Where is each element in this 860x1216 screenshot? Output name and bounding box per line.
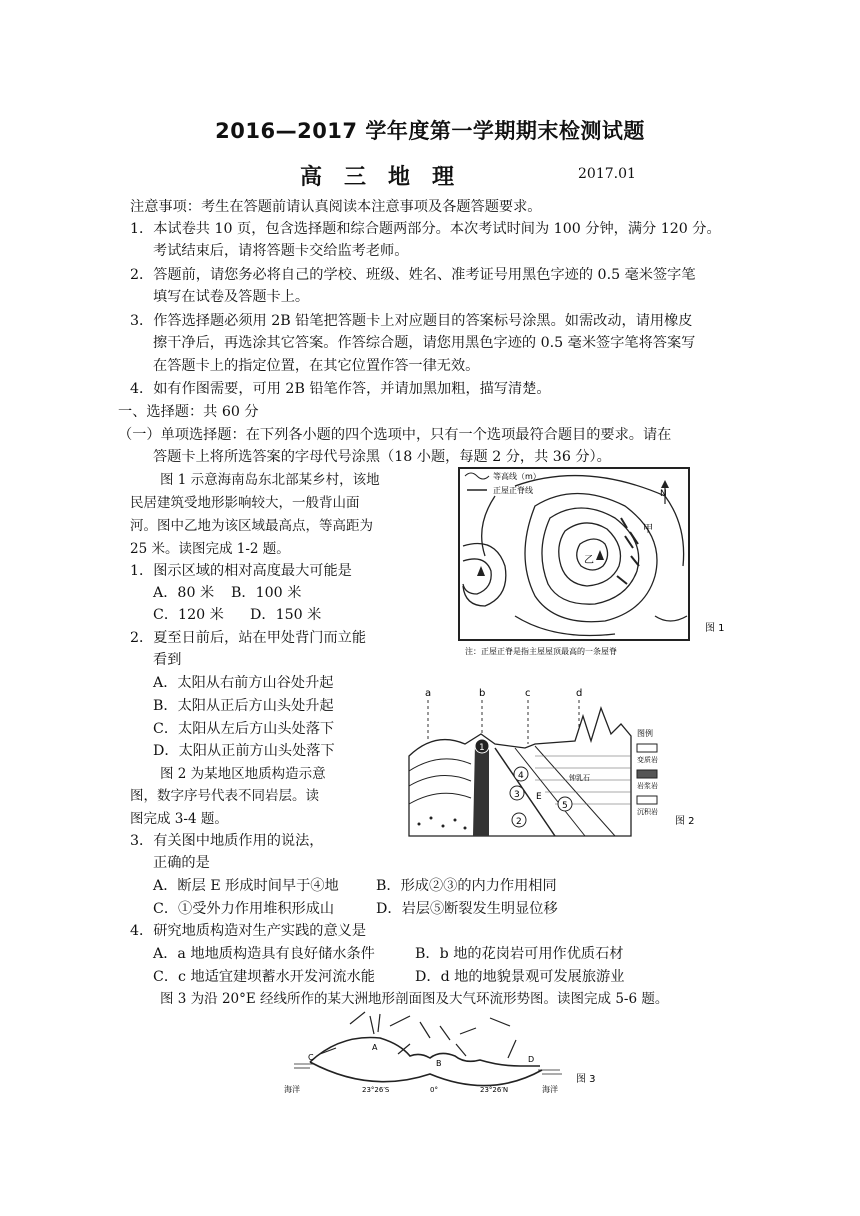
limestone-label: 钟乳石 — [569, 774, 590, 782]
q2-option-d: D．太阳从正前方山头处落下 — [153, 743, 335, 759]
figure-1-note: 注：正屋正脊是指主屋屋顶最高的一条屋脊 — [465, 647, 617, 656]
legend-ridge-label: 正屋正脊线 — [493, 486, 533, 495]
legend-sedimentary: 沉积岩 — [637, 808, 658, 816]
q2-option-a: A．太阳从右前方山谷处升起 — [153, 675, 334, 691]
q2-option-c: C．太阳从左后方山头处落下 — [153, 721, 335, 737]
figure-1-contour-map — [455, 466, 755, 662]
exam-date: 2017.01 — [578, 166, 636, 182]
subsection-heading: （一）单项选择题：在下列各小题的四个选项中，只有一个选项最符合题目的要求。请在 — [118, 427, 672, 443]
q4-option-c: C．c 地适宜建坝蓄水开发河流水能 — [153, 969, 375, 985]
q1-option-c: C．120 米 — [153, 607, 224, 623]
fig3-intro: 图 3 为沿 20°E 经线所作的某大洲地形剖面图及大气环流形势图。读图完成 5-6 题。 — [160, 991, 669, 1007]
fig1-intro: 河。图中乙地为该区域最高点，等高距为 — [130, 518, 373, 534]
fig1-intro: 图 1 示意海南岛东北部某乡村，该地 — [160, 472, 380, 488]
q1-option-a: A．80 米 — [153, 585, 215, 601]
fig2-label-d: d — [576, 688, 583, 699]
q3-option-d: D．岩层⑤断裂发生明显位移 — [376, 901, 558, 917]
lat-s-label: 23°26′S — [362, 1086, 390, 1094]
notice-item: 1．本试卷共 10 页，包含选择题和综合题两部分。本次考试时间为 100 分钟，满分 120 分。 — [130, 221, 721, 237]
rock-label-2: 2 — [516, 817, 522, 827]
legend-metamorphic: 变质岩 — [637, 756, 658, 764]
q3-option-a: A．断层 E 形成时间早于④地 — [153, 878, 339, 894]
fig1-intro: 25 米。读图完成 1-2 题。 — [130, 541, 290, 557]
section-heading: 一、选择题：共 60 分 — [118, 404, 259, 420]
notice-item: 填写在试卷及答题卡上。 — [153, 289, 310, 305]
fig2-intro: 图完成 3-4 题。 — [130, 811, 228, 827]
q1-option-d: D．150 米 — [250, 607, 322, 623]
q4-option-a: A．a 地地质构造具有良好储水条件 — [153, 946, 375, 962]
ocean-left-label: 海洋 — [284, 1085, 300, 1094]
figure-1-caption: 图 1 — [705, 623, 725, 634]
rock-label-3: 3 — [514, 790, 520, 800]
figure-3-caption: 图 3 — [576, 1074, 596, 1085]
ocean-right-label: 海洋 — [542, 1085, 558, 1094]
notice-item: 3．作答选择题必须用 2B 铅笔把答题卡上对应题目的答案标号涂黑。如需改动，请用橡皮 — [130, 313, 693, 329]
q1-option-b: B．100 米 — [231, 585, 302, 601]
fig2-intro: 图 2 为某地区地质构造示意 — [160, 766, 326, 782]
question-3-stem: 3．有关图中地质作用的说法， — [130, 833, 324, 849]
notice-item: 4．如有作图需要，可用 2B 铅笔作答，并请加黑加粗，描写清楚。 — [130, 381, 551, 397]
figure-2-geology-section — [405, 686, 705, 844]
legend-title: 图例 — [637, 729, 653, 738]
point-c: C — [308, 1053, 314, 1062]
rock-label-1: 1 — [479, 743, 485, 753]
label-yi: 乙 — [584, 555, 594, 566]
point-b: B — [436, 1059, 442, 1068]
question-2-stem: 2．夏至日前后，站在甲处背门而立能 — [130, 630, 367, 646]
q3-option-b: B．形成②③的内力作用相同 — [376, 878, 557, 894]
fig2-intro: 图，数字序号代表不同岩层。读 — [130, 788, 319, 804]
equator-label: 0° — [430, 1086, 438, 1094]
lat-n-label: 23°26′N — [480, 1086, 509, 1094]
q4-option-b: B．b 地的花岗岩可用作优质石材 — [415, 946, 624, 962]
legend-contour-label: 等高线（m） — [493, 472, 541, 481]
notice-item: 2．答题前，请您务必将自己的学校、班级、姓名、准考证号用黑色字迹的 0.5 毫米签字笔 — [130, 267, 696, 283]
point-d: D — [528, 1055, 535, 1064]
question-1-stem: 1．图示区域的相对高度最大可能是 — [130, 563, 352, 579]
notice-item: 考试结束后，请将答题卡交给监考老师。 — [153, 243, 409, 259]
legend-igneous: 岩浆岩 — [637, 782, 658, 790]
figure-2-caption: 图 2 — [675, 816, 695, 827]
rock-label-5: 5 — [562, 801, 568, 811]
notice-heading: 注意事项：考生在答题前请认真阅读本注意事项及各题答题要求。 — [130, 199, 542, 215]
subject-title: 高三地理 — [300, 165, 477, 190]
label-jia: 甲 — [643, 524, 653, 535]
q3-option-c: C．①受外力作用堆积形成山 — [153, 901, 335, 917]
point-a: A — [372, 1043, 378, 1052]
question-3-stem: 正确的是 — [153, 855, 210, 871]
fig1-intro: 民居建筑受地形影响较大，一般背山面 — [130, 495, 360, 511]
notice-item: 在答题卡上的指定位置，在其它位置作答一律无效。 — [153, 358, 480, 374]
q4-option-d: D．d 地的地貌景观可发展旅游业 — [415, 969, 625, 985]
question-4-stem: 4．研究地质构造对生产实践的意义是 — [130, 923, 367, 939]
notice-item: 擦干净后，再选涂其它答案。作答综合题，请您用黑色字迹的 0.5 毫米签字笔将答案写 — [153, 335, 696, 351]
fig2-label-c: c — [525, 688, 531, 699]
north-label: N — [660, 489, 667, 499]
rock-label-4: 4 — [518, 771, 524, 781]
fault-label-e: E — [536, 792, 542, 802]
question-2-stem: 看到 — [153, 652, 182, 668]
figure-3-profile-circulation — [280, 1004, 610, 1104]
subsection-heading: 答题卡上将所选答案的字母代号涂黑（18 小题，每题 2 分，共 36 分）。 — [153, 449, 611, 465]
page-title: 2016—2017 学年度第一学期期末检测试题 — [215, 119, 645, 143]
fig2-label-b: b — [479, 688, 486, 699]
fig2-label-a: a — [425, 688, 432, 699]
q2-option-b: B．太阳从正后方山头处升起 — [153, 698, 334, 714]
